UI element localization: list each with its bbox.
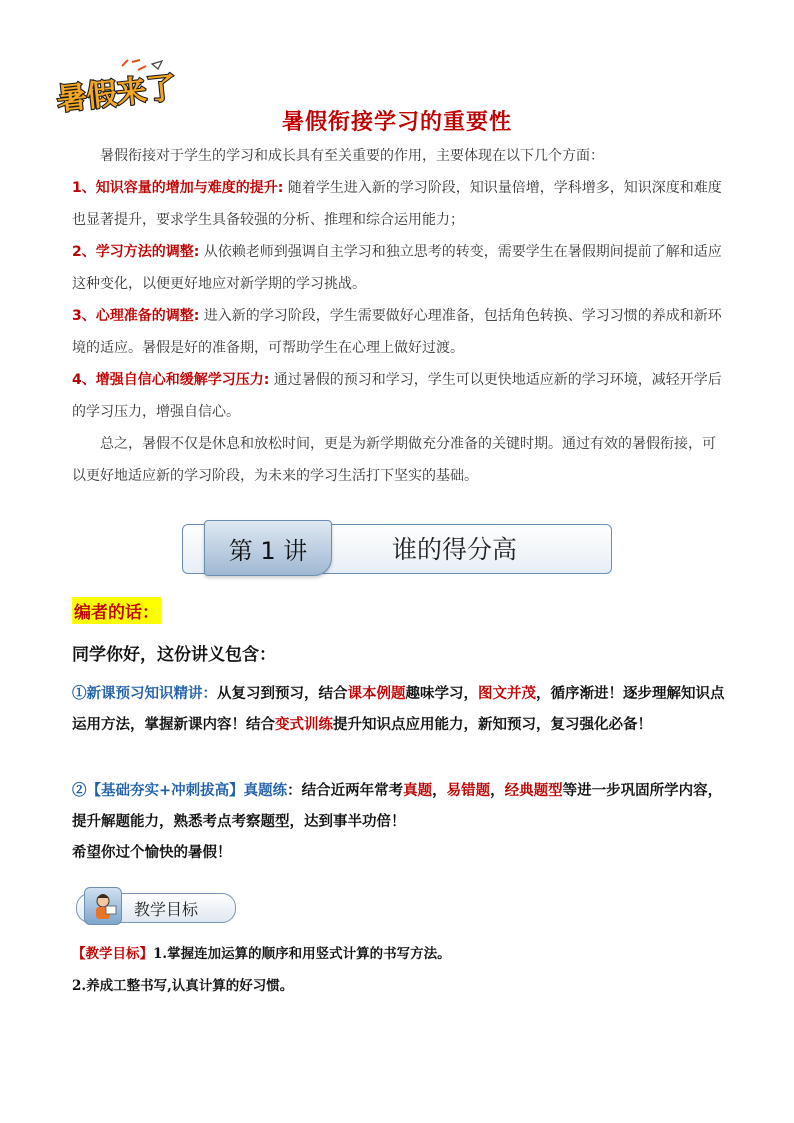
item-2-text-4: 等进一步巩固所学内容，提升解题能力，熟悉考点考察题型，达到事半功倍！	[72, 782, 723, 830]
item-1-highlight-2: 图文并茂	[478, 685, 536, 702]
item-1-text-3: ，循序渐进！逐步理解知识点运用方法，掌握新课内容！结合	[72, 685, 725, 733]
editor-label: 编者的话：	[72, 597, 161, 624]
item-1-text-1: 从复习到预习，结合	[217, 685, 348, 702]
point-2	[72, 236, 724, 300]
item-1-title: 新课预习知识精讲：	[86, 685, 217, 702]
importance-section	[72, 140, 724, 492]
point-3-body: 进入新的学习阶段，学生需要做好心理准备，包括角色转换、学习习惯的养成和新环境的适应。暑假是好的准备期，可帮助学生在心理上做好过渡。	[72, 308, 722, 356]
item-1-text-4: 提升知识点应用能力，新知预习，复习强化必备！	[333, 716, 652, 733]
goal-line-1: 1.掌握连加运算的顺序和用竖式计算的书写方法。	[153, 946, 451, 962]
item-2-text-2: ，	[432, 782, 447, 799]
item-1-text-2: 趣味学习，	[405, 685, 478, 702]
teaching-goals-badge	[76, 891, 236, 923]
item-2-highlight-2: 易错题	[446, 782, 491, 799]
item-2-highlight-1: 真题	[403, 782, 433, 799]
item-2-number: ②	[72, 782, 87, 799]
svg-text:暑假来了: 暑假来了	[55, 70, 179, 114]
point-4-body: 通过暑假的预习和学习，学生可以更快地适应新的学习环境，减轻开学后的学习压力，增强自信心。	[72, 372, 722, 420]
wish-text: 希望你过个愉快的暑假！	[72, 844, 232, 861]
item-1-highlight-1: 课本例题	[347, 685, 406, 702]
point-2-head: 2、学习方法的调整:	[72, 244, 200, 260]
editor-item-2	[72, 775, 726, 868]
point-3-head: 3、心理准备的调整:	[72, 308, 200, 324]
goal-line-2: 2.养成工整书写,认真计算的好习惯。	[72, 978, 294, 994]
intro-paragraph: 暑假衔接对于学生的学习和成长具有至关重要的作用，主要体现在以下几个方面：	[100, 148, 604, 164]
point-1-head: 1、知识容量的增加与难度的提升:	[72, 180, 284, 196]
greeting: 同学你好，这份讲义包含：	[72, 645, 276, 665]
conclusion-paragraph: 总之，暑假不仅是休息和放松时间，更是为新学期做充分准备的关键时期。通过有效的暑假衔接，可以更好地适应新的学习阶段，为未来的学习生活打下坚实的基础。	[72, 436, 716, 484]
lecture-number: 第 1 讲	[204, 520, 332, 576]
point-3	[72, 300, 724, 364]
teacher-icon	[84, 887, 122, 925]
teaching-goals-text	[72, 938, 722, 1002]
point-4-head: 4、增强自信心和缓解学习压力:	[72, 372, 270, 388]
point-1	[72, 172, 724, 236]
item-2-text-3: ，	[490, 782, 505, 799]
item-1-number: ①	[72, 685, 87, 702]
point-2-body: 从依赖老师到强调自主学习和独立思考的转变，需要学生在暑假期间提前了解和适应这种变化，以便更好地应对新学期的学习挑战。	[72, 244, 722, 292]
lecture-banner	[182, 520, 612, 574]
goal-badge-label: 教学目标	[134, 900, 199, 919]
goal-tag: 【教学目标】	[72, 946, 153, 962]
item-2-text-1: ：结合近两年常考	[287, 782, 404, 799]
editor-item-1	[72, 678, 726, 740]
item-2-title: 【基础夯实+冲刺拔高】真题练	[86, 782, 288, 799]
point-1-body: 随着学生进入新的学习阶段，知识量倍增，学科增多，知识深度和难度也显著提升，要求学生具备较强的分析、推理和综合运用能力；	[72, 180, 722, 228]
item-1-highlight-3: 变式训练	[275, 716, 333, 733]
document-title: 暑假衔接学习的重要性	[281, 110, 512, 135]
point-4	[72, 364, 724, 428]
lecture-title: 谁的得分高	[392, 535, 518, 564]
item-2-highlight-3: 经典题型	[504, 782, 563, 799]
